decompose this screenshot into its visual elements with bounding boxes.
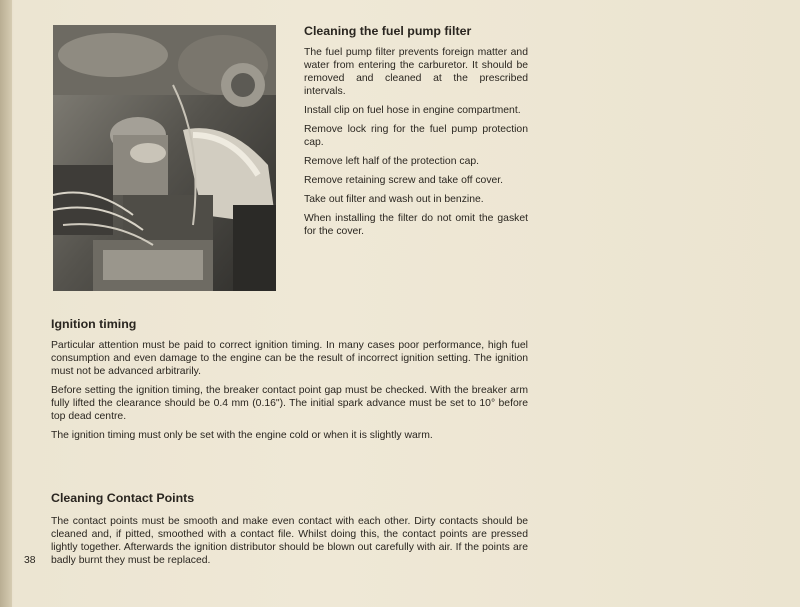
contact-points-section <box>51 491 528 573</box>
fuel-filter-paragraph: Install clip on fuel hose in engine compartment. <box>304 105 521 116</box>
fuel-filter-paragraph: Remove lock ring for the fuel pump protection cap. <box>304 124 528 148</box>
binding-gutter <box>0 0 12 607</box>
fuel-filter-paragraph: Remove left half of the protection cap. <box>304 156 480 167</box>
ignition-paragraph: Before setting the ignition timing, the breaker contact point gap must be checked. With the breaker arm fully lifted the clearance should be 0.4 mm (0.16"). The initial spark advance must be set to 10° before top dead centre. <box>51 385 528 422</box>
fuel-filter-title: Cleaning the fuel pump filter <box>304 24 472 38</box>
contact-points-paragraph: The contact points must be smooth and make even contact with each other. Dirty contacts should be cleaned and, if pitted, smoothed with a contact file. Whilst doing this, the contact points are pressed lightly together. Afterwards the ignition distributor should be blown out carefully with air. If the points are badly burnt they must be replaced. <box>51 516 528 566</box>
page-number: 38 <box>24 555 36 566</box>
ignition-timing-title: Ignition timing <box>51 317 137 331</box>
engine-photo <box>53 25 276 291</box>
fuel-filter-section <box>304 24 528 244</box>
fuel-filter-paragraph: Take out filter and wash out in benzine. <box>304 194 484 205</box>
fuel-filter-paragraph: The fuel pump filter prevents foreign matter and water from entering the carburetor. It should be removed and cleaned at the prescribed intervals. <box>304 47 528 97</box>
ignition-paragraph: Particular attention must be paid to correct ignition timing. In many cases poor performance, high fuel consumption and even damage to the engine can be the result of incorrect ignition setting. The ignition must not be advanced arbitrarily. <box>51 340 528 377</box>
ignition-timing-section <box>51 317 528 448</box>
fuel-filter-paragraph: When installing the filter do not omit the gasket for the cover. <box>304 213 528 237</box>
fuel-filter-paragraph: Remove retaining screw and take off cover. <box>304 175 504 186</box>
ignition-paragraph: The ignition timing must only be set with the engine cold or when it is slightly warm. <box>51 430 433 441</box>
contact-points-title: Cleaning Contact Points <box>51 491 195 505</box>
engine-photo-drawing <box>53 25 276 291</box>
